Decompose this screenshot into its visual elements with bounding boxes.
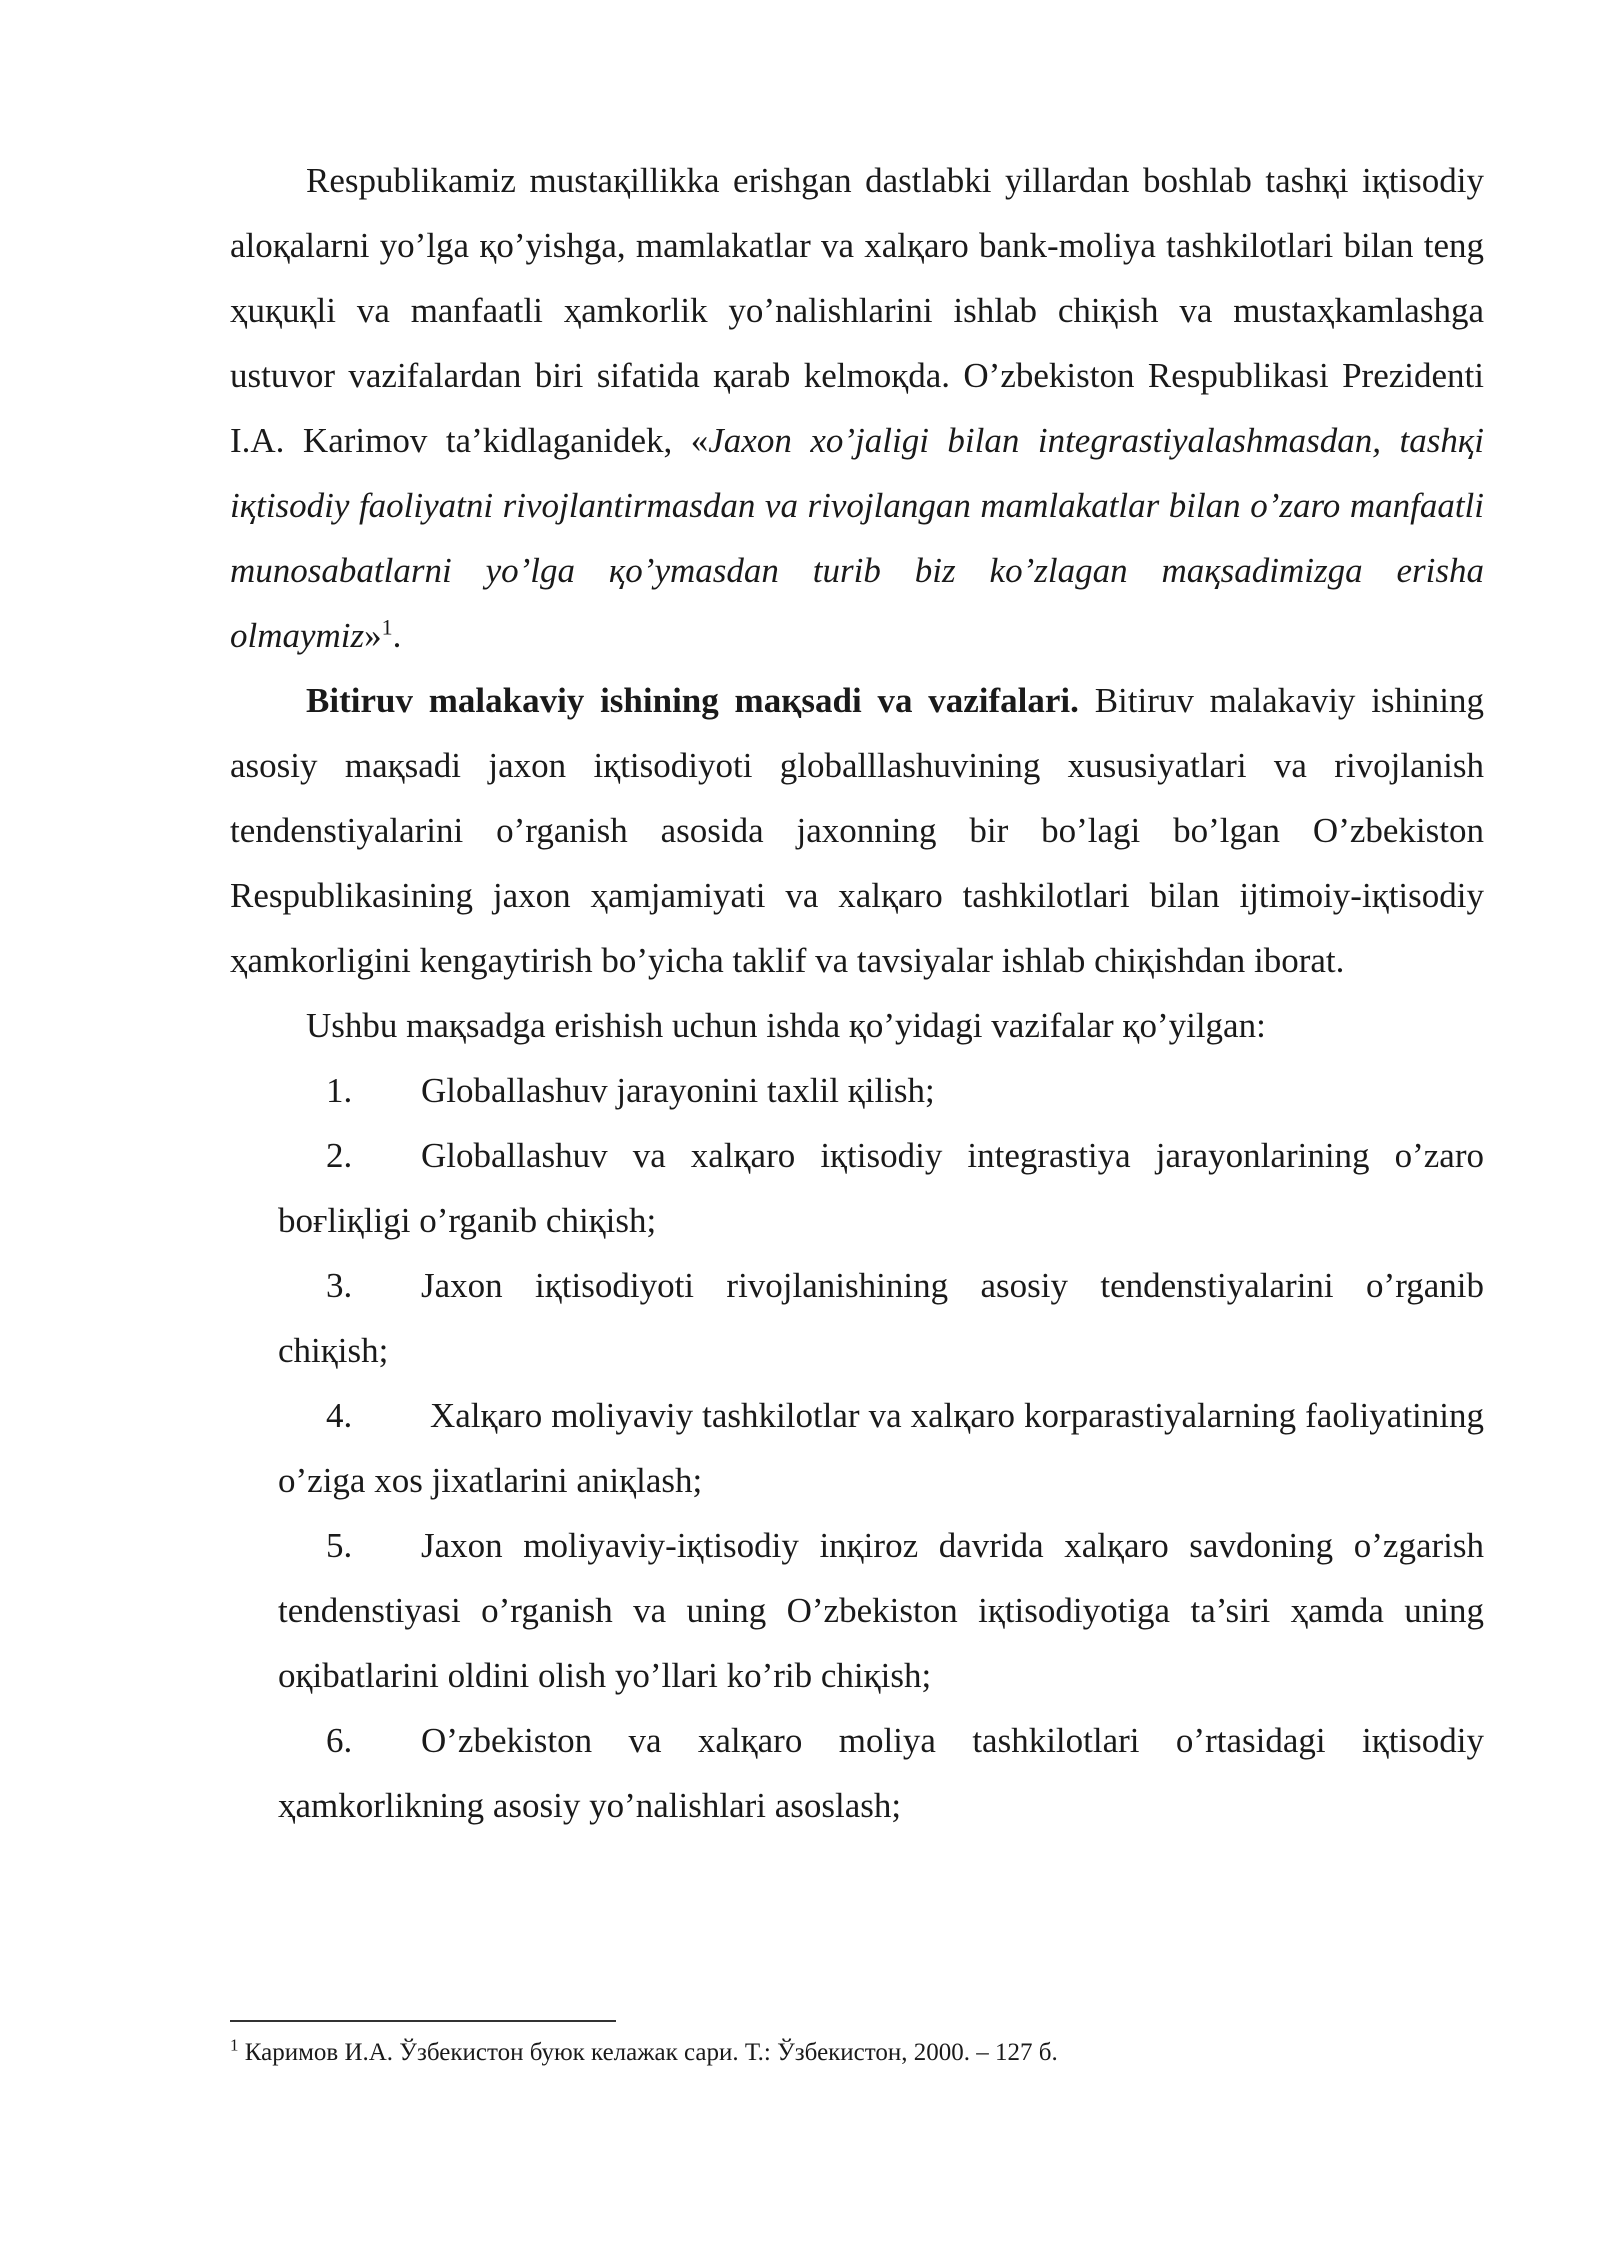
document-page [230,148,1484,1838]
list-item-text: Jaxon iқtisodiyoti rivojlanishining asosiy tendenstiyalarini o’rganib chiқish; [278,1266,1484,1370]
list-item-number: 2. [326,1136,353,1175]
intro-end: . [392,616,402,655]
footnote-text: Каримов И.А. Ўзбекистон буюк келажак сари. Т.: Ўзбекистон, 2000. – 127 б. [238,2039,1058,2066]
footnote [230,2036,1484,2070]
footnote-mark: 1 [230,2035,239,2055]
goal-heading: Bitiruv malakaviy ishining maқsadi va vazifalari. [306,681,1079,720]
list-item [230,1383,1484,1513]
footnote-separator [230,2020,616,2022]
tasks-intro: Ushbu maқsadga erishish uchun ishda қo’yidagi vazifalar қo’yilgan: [306,1006,1266,1045]
list-item-number: 4. [326,1396,353,1435]
list-item [230,1253,1484,1383]
list-item-text: Xalқaro moliyaviy tashkilotlar va xalқaro korparastiyalarning faoliyatining o’ziga xos jixatlarini aniқlash; [278,1396,1484,1500]
list-item-number: 3. [326,1266,353,1305]
goal-text: Bitiruv malakaviy ishining asosiy maқsadi jaxon iқtisodiyoti globalllashuvining xususiyatlari va rivojlanish tendenstiyalarini o’rganish asosida jaxonning bir bo’lagi bo’lgan O’zbekiston Respublikasining jaxon ҳamjamiyati va xalқaro tashkilotlari bilan ijtimoiy-iқtisodiy ҳamkorligini kengaytirish bo’yicha taklif va tavsiyalar ishlab chiқishdan iborat. [230,681,1484,980]
list-item [230,1708,1484,1838]
intro-paragraph [230,148,1484,668]
intro-text: Respublikamiz mustaқillikka erishgan dastlabki yillardan boshlab tashқi iқtisodiy aloқalarni yo’lga қo’yishga, mamlakatlar va xalқaro bank-moliya tashkilotlari bilan teng ҳuқuқli va manfaatli ҳamkorlik yo’nalishlarini ishlab chiқish va mustaҳkamlashga ustuvor vazifalardan biri sifatida қarab kelmoқda. O’zbekiston Respublikasi Prezidenti I.A. Karimov ta’kidlaganidek, « [230,161,1484,460]
list-item-text: Globallashuv va xalқaro iқtisodiy integrastiya jarayonlarining o’zaro boғliқligi o’rganib chiқish; [278,1136,1484,1240]
list-item [230,1513,1484,1708]
list-item-number: 1. [326,1071,353,1110]
list-item-number: 5. [326,1526,353,1565]
tasks-list [230,1058,1484,1838]
list-item [230,1058,1484,1123]
goal-paragraph [230,668,1484,993]
list-item-number: 6. [326,1721,353,1760]
footnote-reference[interactable]: 1 [381,614,393,640]
list-item [230,1123,1484,1253]
list-item-text: Jaxon moliyaviy-iқtisodiy inқiroz davrida xalқaro savdoning o’zgarish tendenstiyasi o’rganish va uning O’zbekiston iқtisodiyotiga ta’siri ҳamda uning oқibatlarini oldini olish yo’llari ko’rib chiқish; [278,1526,1484,1695]
president-quote: Jaxon xo’jaligi bilan integrastiyalashmasdan, tashқi iқtisodiy faoliyatni rivojlantirmasdan va rivojlangan mamlakatlar bilan o’zaro manfaatli munosabatlarni yo’lga қo’ymasdan turib biz ko’zlagan maқsadimizga erisha olmaymiz [230,421,1484,655]
quote-close: » [364,616,382,655]
list-item-text: Globallashuv jarayonini taxlil қilish; [421,1071,935,1110]
list-item-text: O’zbekiston va xalқaro moliya tashkilotlari o’rtasidagi iқtisodiy ҳamkorlikning asosiy yo’nalishlari asoslash; [278,1721,1484,1825]
